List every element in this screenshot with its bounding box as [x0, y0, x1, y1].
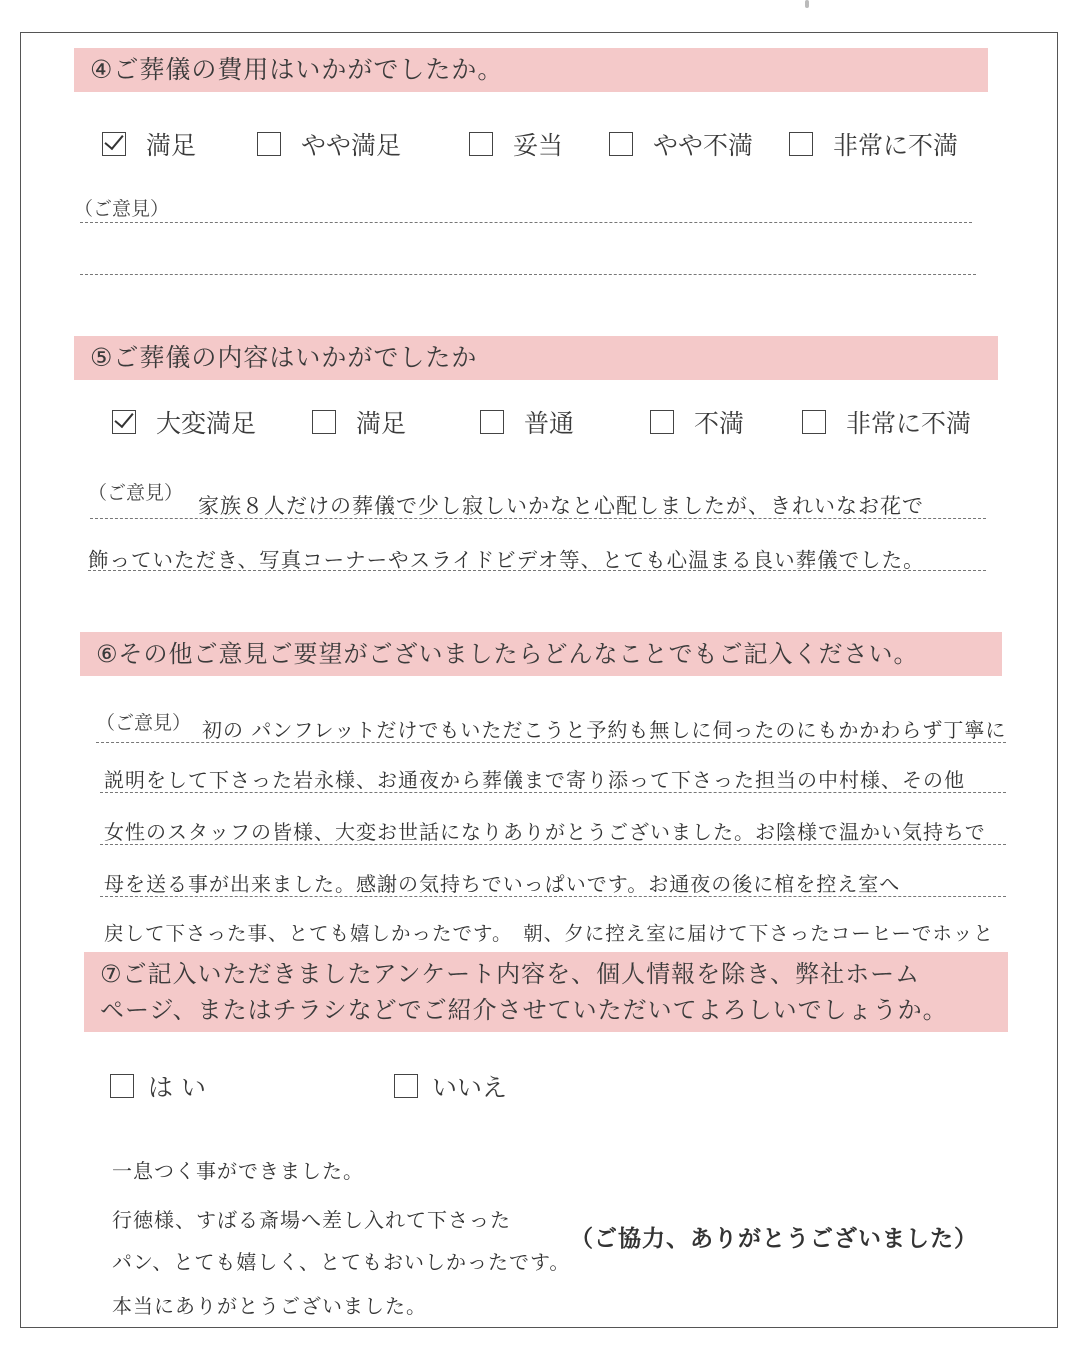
q5-title: ⑤ご葬儀の内容はいかがでしたか [74, 336, 998, 380]
checkbox[interactable] [257, 132, 281, 156]
continued-line-1: 一息つく事ができました。 [112, 1159, 364, 1183]
option-label: 大変満足 [156, 409, 257, 438]
q7-title-line-1: ⑦ご記入いただきましたアンケート内容を、個人情報を除き、弊社ホーム [100, 960, 921, 988]
option-label: 妥当 [513, 131, 564, 160]
option-label: やや不満 [653, 131, 754, 160]
option-label: は い [148, 1073, 206, 1102]
q4-opinion-line-2 [80, 274, 976, 275]
q5-answer-line-2: 飾っていただき、写真コーナーやスライドビデオ等、とても心温まる良い葬儀でした。 [88, 548, 925, 572]
q6-line-1 [96, 742, 1006, 743]
option-label: 非常に不満 [833, 131, 959, 160]
q5-option-hijo-ni-fuman[interactable] [802, 404, 971, 440]
q6-answer-line-1: 初の パンフレットだけでもいただこうと予約も無しに伺ったのにもかかわらず丁寧に [202, 718, 1007, 742]
option-label: いいえ [432, 1073, 508, 1102]
checkbox[interactable] [110, 1074, 134, 1098]
q6-line-3 [100, 844, 1006, 845]
checkbox[interactable] [802, 410, 826, 434]
q4-opinion-label: （ご意見） [74, 198, 170, 220]
option-label: 普通 [524, 409, 575, 438]
q6-line-2 [100, 792, 1006, 793]
q4-option-dato[interactable] [469, 126, 609, 162]
checkbox[interactable] [394, 1074, 418, 1098]
continued-line-3: パン、とても嬉しく、とてもおいしかったです。 [112, 1250, 571, 1274]
q5-answer-line-1: 家族８人だけの葬儀で少し寂しいかなと心配しましたが、きれいなお花で [198, 494, 924, 518]
q6-answer-line-5: 戻して下さった事、とても嬉しかったです。 朝、夕に控え室に届けて下さったコーヒーでホッと [104, 922, 994, 945]
option-label: 非常に不満 [846, 409, 972, 438]
q6-title: ⑥その他ご意見ご要望がございましたらどんなことでもご記入ください。 [80, 632, 1002, 676]
checkbox[interactable] [312, 410, 336, 434]
continued-line-4: 本当にありがとうございました。 [112, 1294, 427, 1318]
q5-options [112, 404, 971, 440]
q7-title-line-2: ページ、またはチラシなどでご紹介させていただいてよろしいでしょうか。 [100, 996, 948, 1024]
q7-option-yes[interactable] [110, 1068, 394, 1104]
q6-opinion-label: （ご意見） [96, 712, 192, 734]
option-label: 満足 [146, 131, 197, 160]
checkbox-checked[interactable] [112, 410, 136, 434]
q7-title [84, 952, 1008, 1032]
q5-opinion-line-2 [88, 570, 986, 571]
q4-opinion-line-1 [80, 222, 972, 223]
q6-answer-line-4: 母を送る事が出来ました。感謝の気持ちでいっぱいです。お通夜の後に棺を控え室へ [104, 872, 901, 896]
q4-option-manzoku[interactable] [102, 126, 257, 162]
checkbox-checked[interactable] [102, 132, 126, 156]
q5-opinion-label: （ご意見） [88, 482, 184, 504]
checkbox[interactable] [480, 410, 504, 434]
q5-option-taihen-manzoku[interactable] [112, 404, 312, 440]
q4-option-hijo-ni-fuman[interactable] [789, 126, 958, 162]
survey-sheet [20, 32, 1058, 1328]
q4-options [102, 126, 958, 162]
scan-smudge [805, 0, 809, 8]
q6-answer-line-3: 女性のスタッフの皆様、大変お世話になりありがとうございました。お陰様で温かい気持ちで [104, 820, 986, 844]
option-label: やや満足 [301, 131, 402, 160]
checkbox[interactable] [469, 132, 493, 156]
checkbox[interactable] [650, 410, 674, 434]
thanks-message: （ご協力、ありがとうございました） [570, 1226, 978, 1252]
checkbox[interactable] [609, 132, 633, 156]
checkbox[interactable] [789, 132, 813, 156]
q5-opinion-line-1 [90, 518, 986, 519]
q7-option-no[interactable] [394, 1068, 507, 1104]
q7-options [110, 1068, 507, 1104]
q5-option-fuman[interactable] [650, 404, 802, 440]
q5-option-futsu[interactable] [480, 404, 650, 440]
q4-title: ④ご葬儀の費用はいかがでしたか。 [74, 48, 988, 92]
q6-line-4 [100, 896, 1006, 897]
q6-answer-line-2: 説明をして下さった岩永様、お通夜から葬儀まで寄り添って下さった担当の中村様、その他 [104, 768, 965, 792]
option-label: 満足 [356, 409, 407, 438]
q4-option-yaya-fuman[interactable] [609, 126, 789, 162]
option-label: 不満 [694, 409, 745, 438]
q4-option-yaya-manzoku[interactable] [257, 126, 469, 162]
continued-line-2: 行徳様、すばる斎場へ差し入れて下さった [112, 1208, 511, 1232]
q5-option-manzoku[interactable] [312, 404, 480, 440]
